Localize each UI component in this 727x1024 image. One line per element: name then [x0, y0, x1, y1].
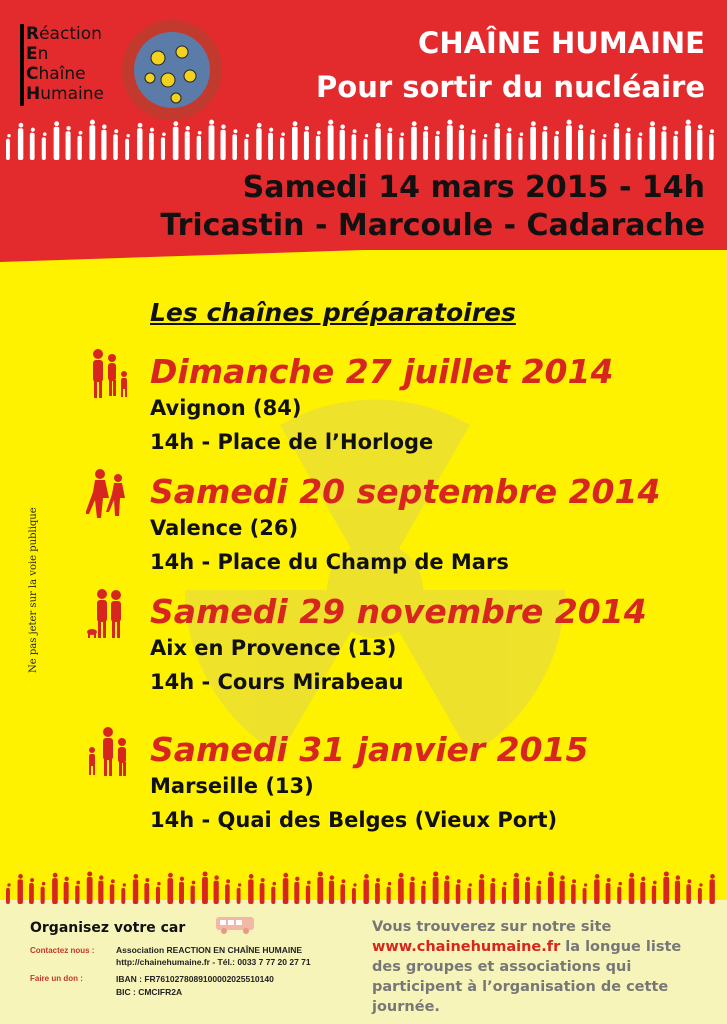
event-city: Valence (26): [150, 516, 299, 540]
silhouette-head: [653, 881, 657, 885]
silhouette-body: [411, 127, 417, 160]
silhouette-body: [232, 134, 237, 160]
silhouette-head: [388, 128, 392, 132]
silhouette-head: [66, 126, 70, 130]
silhouette-head: [639, 132, 643, 136]
silhouette-head: [162, 132, 166, 136]
silhouette-body: [244, 139, 248, 160]
silhouette-body: [54, 127, 60, 160]
silhouette-body: [75, 885, 79, 904]
silhouette-head: [548, 871, 553, 876]
silhouette-head: [90, 120, 95, 125]
silhouette-body: [283, 878, 289, 904]
silhouette-body: [602, 139, 606, 160]
silhouette-body: [471, 134, 476, 160]
event-4: [150, 730, 589, 837]
silhouette-head: [257, 123, 262, 128]
silhouette-body: [467, 888, 471, 904]
silhouette-body: [673, 136, 677, 160]
silhouette-head: [687, 879, 691, 883]
silhouette-head: [603, 134, 606, 137]
silhouette-body: [340, 884, 345, 904]
silhouette-body: [629, 878, 635, 904]
silhouette-body: [583, 888, 587, 904]
silhouette-body: [560, 881, 565, 904]
silhouette-head: [472, 129, 476, 133]
silhouette-head: [674, 131, 678, 135]
silhouette-head: [99, 875, 103, 879]
silhouette-head: [150, 128, 154, 132]
silhouette-body: [101, 130, 106, 160]
silhouette-body: [663, 877, 669, 904]
silhouette-head: [318, 871, 323, 876]
event-place: 14h - Place de l’Horloge: [150, 430, 434, 454]
silhouette-body: [167, 878, 173, 904]
silhouette-body: [87, 877, 93, 904]
silhouette-body: [536, 885, 540, 904]
silhouette-head: [555, 131, 559, 135]
silhouette-body: [590, 134, 595, 160]
silhouette-head: [186, 126, 190, 130]
silhouette-head: [145, 878, 149, 882]
silhouette-body: [571, 884, 576, 904]
silhouette-body: [435, 136, 439, 160]
silhouette-head: [203, 871, 208, 876]
silhouette-body: [280, 137, 284, 160]
silhouette-head: [376, 123, 381, 128]
silhouette-head: [400, 132, 404, 136]
silhouette-body: [149, 133, 154, 160]
silhouette-head: [42, 882, 46, 886]
silhouette-body: [456, 884, 461, 904]
silhouette-head: [457, 879, 461, 883]
silhouette-body: [530, 127, 536, 160]
silhouette-head: [180, 877, 184, 881]
silhouette-head: [686, 120, 691, 125]
globe-logo-icon: [120, 18, 224, 122]
silhouette-head: [269, 128, 273, 132]
silhouette-head: [214, 875, 218, 879]
silhouette-body: [18, 879, 23, 904]
silhouette-head: [447, 120, 452, 125]
silhouette-head: [305, 126, 309, 130]
silhouette-head: [317, 131, 321, 135]
family-walking-icon: [86, 348, 132, 400]
silhouette-head: [422, 881, 426, 885]
silhouette-body: [490, 883, 495, 904]
silhouette-body: [661, 131, 666, 160]
bus-icon: [214, 914, 258, 936]
silhouette-head: [698, 124, 702, 128]
silhouette-body: [268, 133, 273, 160]
silhouette-head: [54, 121, 59, 126]
silhouette-body: [144, 883, 149, 904]
silhouette-body: [698, 888, 702, 904]
silhouette-body: [423, 131, 428, 160]
silhouette-body: [387, 887, 391, 904]
silhouette-body: [41, 887, 45, 904]
silhouette-body: [594, 879, 599, 904]
silhouette-head: [87, 871, 92, 876]
website-info: Vous trouverez sur notre site www.chainehumaine.fr la longue liste des groupes et associations qui participent à l’organisation de cette journée.: [372, 919, 682, 1015]
silhouette-body: [513, 878, 519, 904]
silhouette-head: [43, 132, 47, 136]
event-place: 14h - Quai des Belges (Vieux Port): [150, 808, 558, 832]
silhouette-head: [710, 874, 715, 879]
silhouette-head: [676, 875, 680, 879]
silhouette-head: [479, 874, 484, 879]
silhouette-head: [283, 873, 288, 878]
silhouette-head: [30, 878, 34, 882]
silhouette-body: [626, 133, 631, 160]
silhouette-head: [111, 879, 115, 883]
silhouette-body: [197, 136, 201, 160]
silhouette-body: [606, 883, 611, 904]
silhouette-body: [709, 134, 714, 160]
silhouette-head: [484, 134, 487, 137]
silhouette-body: [340, 130, 345, 160]
silhouette-body: [542, 131, 547, 160]
silhouette-body: [640, 882, 645, 904]
silhouette-body: [121, 888, 125, 904]
silhouette-head: [261, 878, 265, 882]
silhouette-head: [584, 883, 587, 886]
event-3: [150, 592, 647, 699]
silhouette-head: [76, 881, 80, 885]
silhouette-head: [328, 120, 333, 125]
silhouette-head: [567, 120, 572, 125]
silhouette-head: [281, 132, 285, 136]
silhouette-body: [292, 127, 298, 160]
silhouette-head: [491, 878, 495, 882]
silhouette-body: [191, 885, 195, 904]
silhouette-body: [685, 125, 691, 160]
silhouette-body: [525, 882, 530, 904]
silhouette-head: [307, 881, 311, 885]
silhouette-body: [387, 133, 392, 160]
silhouette-body: [306, 885, 310, 904]
silhouette-body: [352, 134, 357, 160]
silhouette-head: [173, 121, 178, 126]
silhouette-head: [353, 883, 356, 886]
event-2: [150, 472, 660, 579]
silhouette-body: [686, 884, 691, 904]
silhouette-body: [237, 888, 241, 904]
silhouette-head: [364, 874, 369, 879]
event-1: [150, 352, 613, 459]
silhouette-head: [520, 132, 524, 136]
donate-label: Faire un don :: [30, 974, 83, 983]
event-city: Aix en Provence (13): [150, 636, 397, 660]
title-chain-humaine: CHAÎNE HUMAINE: [418, 26, 705, 60]
family-group-icon: [86, 726, 132, 778]
silhouette-body: [459, 130, 464, 160]
silhouette-body: [328, 125, 334, 160]
section-title: Les chaînes préparatoires: [150, 298, 516, 327]
silhouette-head: [495, 123, 500, 128]
silhouette-head: [102, 124, 106, 128]
silhouette-body: [433, 877, 439, 904]
silhouette-body: [214, 881, 219, 904]
silhouette-body: [697, 130, 702, 160]
logo-text: Réaction En Chaîne Humaine: [26, 24, 104, 104]
main-event-sites: Tricastin - Marcoule - Cadarache: [160, 208, 705, 243]
logo-bar: [20, 24, 24, 106]
silhouette-head: [445, 875, 449, 879]
silhouette-head: [7, 883, 10, 886]
silhouette-head: [618, 882, 622, 886]
silhouette-head: [330, 875, 334, 879]
silhouette-body: [548, 877, 554, 904]
silhouette-head: [543, 126, 547, 130]
silhouette-body: [133, 879, 138, 904]
silhouette-body: [316, 136, 320, 160]
silhouette-head: [7, 134, 10, 137]
silhouette-body: [52, 878, 58, 904]
silhouette-body: [447, 125, 453, 160]
silhouette-body: [364, 879, 369, 904]
contact-line-2[interactable]: http://chainehumaine.fr - Tél.: 0033 7 77 20 27 71: [116, 957, 311, 967]
silhouette-head: [595, 874, 600, 879]
silhouette-body: [260, 883, 265, 904]
silhouette-body: [410, 882, 415, 904]
contact-line-1: Association REACTION EN CHAÎNE HUMAINE: [116, 945, 303, 955]
silhouette-head: [641, 877, 645, 881]
event-city: Marseille (13): [150, 774, 314, 798]
silhouette-head: [233, 129, 237, 133]
silhouette-head: [226, 879, 230, 883]
silhouette-body: [18, 128, 23, 160]
event-date: Dimanche 27 juillet 2014: [150, 352, 614, 391]
silhouette-head: [503, 882, 507, 886]
silhouette-head: [65, 877, 69, 881]
silhouette-head: [134, 874, 139, 879]
silhouette-head: [31, 128, 35, 132]
silhouette-head: [560, 875, 564, 879]
silhouette-body: [617, 887, 621, 904]
silhouette-body: [709, 879, 714, 904]
silhouette-head: [531, 121, 536, 126]
silhouette-body: [399, 137, 403, 160]
silhouette-body: [398, 878, 404, 904]
event-place: 14h - Cours Mirabeau: [150, 670, 404, 694]
silhouette-head: [209, 120, 214, 125]
silhouette-head: [614, 123, 619, 128]
silhouette-body: [352, 888, 356, 904]
silhouette-head: [353, 129, 357, 133]
people-running-icon: [86, 468, 132, 520]
silhouette-body: [137, 128, 142, 160]
silhouette-body: [113, 134, 118, 160]
silhouette-body: [294, 882, 299, 904]
website-link[interactable]: www.chainehumaine.fr: [372, 939, 561, 955]
silhouette-head: [662, 126, 666, 130]
silhouette-body: [271, 887, 275, 904]
silhouette-body: [256, 128, 261, 160]
silhouette-body: [42, 137, 46, 160]
silhouette-head: [123, 883, 126, 886]
silhouette-body: [78, 136, 82, 160]
event-city: Avignon (84): [150, 396, 302, 420]
couple-with-dog-icon: [86, 588, 132, 640]
silhouette-body: [6, 888, 10, 904]
silhouette-head: [53, 873, 58, 878]
silhouette-head: [399, 873, 404, 878]
silhouette-head: [341, 879, 345, 883]
event-date: Samedi 31 janvier 2015: [150, 730, 589, 769]
silhouette-head: [168, 873, 173, 878]
silhouette-body: [578, 130, 583, 160]
silhouette-body: [185, 131, 190, 160]
silhouette-head: [627, 128, 631, 132]
silhouette-body: [64, 882, 69, 904]
silhouette-body: [421, 885, 425, 904]
silhouette-body: [444, 881, 449, 904]
silhouette-body: [652, 885, 656, 904]
silhouette-head: [629, 873, 634, 878]
silhouette-body: [89, 125, 95, 160]
silhouette-head: [650, 121, 655, 126]
silhouette-head: [412, 121, 417, 126]
silhouette-head: [340, 124, 344, 128]
silhouette-body: [6, 139, 10, 160]
silhouette-head: [293, 121, 298, 126]
side-note: Ne pas jeter sur la voie publique: [28, 507, 39, 673]
silhouette-body: [221, 130, 226, 160]
silhouette-head: [424, 126, 428, 130]
people-chain-silhouettes-bottom: [0, 870, 727, 906]
silhouette-body: [110, 884, 115, 904]
silhouette-body: [675, 881, 680, 904]
silhouette-body: [248, 879, 253, 904]
silhouette-head: [538, 881, 542, 885]
silhouette-body: [29, 883, 34, 904]
silhouette-head: [249, 874, 254, 879]
silhouette-head: [18, 874, 23, 879]
silhouette-body: [304, 131, 309, 160]
silhouette-body: [364, 139, 368, 160]
silhouette-body: [30, 133, 35, 160]
main-event-date: Samedi 14 mars 2015 - 14h: [242, 170, 705, 205]
silhouette-head: [699, 883, 702, 886]
event-date: Samedi 29 novembre 2014: [150, 592, 647, 631]
iban: IBAN : FR7610278089100002025510140: [116, 974, 274, 984]
silhouette-body: [502, 887, 506, 904]
silhouette-body: [479, 879, 484, 904]
silhouette-head: [114, 129, 118, 133]
silhouette-body: [495, 128, 500, 160]
silhouette-body: [125, 139, 129, 160]
silhouette-head: [79, 131, 83, 135]
silhouette-head: [469, 883, 472, 886]
bic: BIC : CMCIFR2A: [116, 987, 183, 997]
silhouette-body: [650, 127, 656, 160]
silhouette-body: [179, 882, 184, 904]
silhouette-head: [572, 879, 576, 883]
silhouette-head: [376, 878, 380, 882]
silhouette-body: [507, 133, 512, 160]
people-chain-silhouettes-top: [0, 118, 727, 162]
silhouette-head: [507, 128, 511, 132]
silhouette-head: [192, 881, 196, 885]
silhouette-head: [365, 134, 368, 137]
silhouette-body: [98, 881, 103, 904]
silhouette-head: [295, 877, 299, 881]
silhouette-head: [460, 124, 464, 128]
silhouette-head: [388, 882, 392, 886]
silhouette-body: [317, 877, 323, 904]
silhouette-body: [156, 887, 160, 904]
silhouette-body: [483, 139, 487, 160]
silhouette-body: [518, 137, 522, 160]
silhouette-body: [614, 128, 619, 160]
silhouette-body: [566, 125, 572, 160]
silhouette-head: [710, 129, 714, 133]
silhouette-head: [433, 871, 438, 876]
silhouette-head: [138, 123, 143, 128]
silhouette-head: [410, 877, 414, 881]
event-date: Samedi 20 septembre 2014: [150, 472, 661, 511]
silhouette-head: [591, 129, 595, 133]
silhouette-head: [126, 134, 129, 137]
silhouette-body: [173, 127, 179, 160]
silhouette-body: [66, 131, 71, 160]
silhouette-body: [554, 136, 558, 160]
silhouette-body: [202, 877, 208, 904]
footer-heading: Organisez votre car: [30, 920, 186, 936]
silhouette-body: [329, 881, 334, 904]
silhouette-head: [272, 882, 276, 886]
silhouette-body: [638, 137, 642, 160]
silhouette-head: [246, 134, 249, 137]
event-place: 14h - Place du Champ de Mars: [150, 550, 509, 574]
title-subtitle: Pour sortir du nucléaire: [316, 70, 705, 104]
silhouette-head: [607, 878, 611, 882]
silhouette-head: [19, 123, 24, 128]
silhouette-body: [161, 137, 165, 160]
silhouette-head: [514, 873, 519, 878]
silhouette-body: [225, 884, 230, 904]
silhouette-body: [209, 125, 215, 160]
contact-label: Contactez nous :: [30, 946, 95, 955]
silhouette-head: [157, 882, 161, 886]
silhouette-head: [238, 883, 241, 886]
silhouette-head: [198, 131, 202, 135]
silhouette-head: [526, 877, 530, 881]
silhouette-head: [221, 124, 225, 128]
silhouette-body: [375, 883, 380, 904]
silhouette-head: [436, 131, 440, 135]
silhouette-head: [579, 124, 583, 128]
silhouette-body: [375, 128, 380, 160]
silhouette-head: [664, 871, 669, 876]
